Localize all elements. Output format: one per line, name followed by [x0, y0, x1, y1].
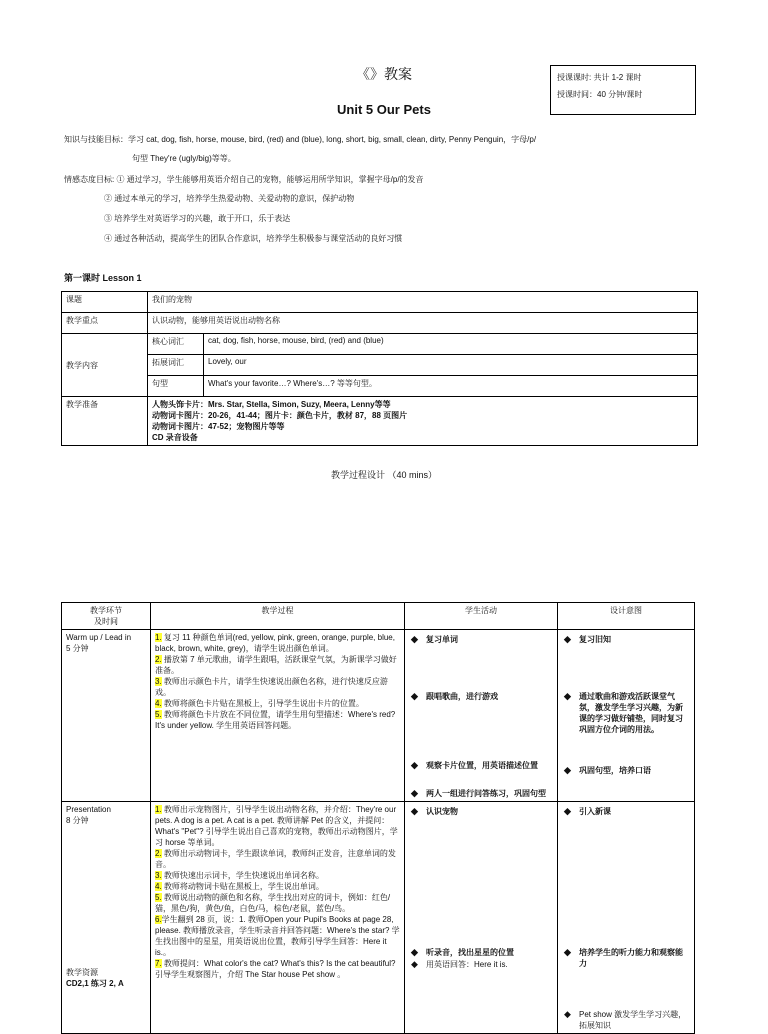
sentence-label: 句型	[148, 376, 204, 397]
content-label: 教学内容	[62, 334, 148, 397]
extra-vocab-value: Lovely, our	[204, 355, 698, 376]
student-activity: ◆ 认识宠物	[409, 806, 553, 817]
stage-name: Presentation	[66, 805, 111, 814]
warmup-teacher	[151, 630, 405, 802]
stage-header	[62, 603, 151, 630]
student-activity: ◆ 复习单词	[409, 634, 553, 645]
extra-vocab-label: 拓展词汇	[148, 355, 204, 376]
design-intent: ◆ 引入新课	[562, 806, 690, 817]
step	[155, 709, 400, 731]
table-row	[62, 292, 698, 313]
step	[155, 958, 400, 980]
materials-line: 动物词卡图片：47-52；宠物图片等等	[152, 422, 285, 431]
step-text: 教师说出动物的颜色和名称，学生找出对应的词卡，例如：红色/猫，黑色/狗，黄色/鱼，白色/马，棕色/老鼠，蓝色/鸟。	[155, 893, 391, 913]
objective-attitude-1: 情感态度目标: ① 通过学习，学生能够用英语介绍自己的宠物，能够运用所学知识，掌握字母/p/的发音	[64, 175, 424, 184]
table-row	[62, 802, 695, 1034]
table-row	[62, 630, 695, 802]
lesson-info-box	[550, 65, 696, 115]
stage-name: Warm up / Lead in	[66, 633, 132, 642]
stage-resource: CD2,1 练习 2, A	[66, 979, 124, 988]
step-text: 教师提问：What color's the cat? What's this? Is the cat beautiful? 引导学生观察图片，介绍 The Star house Pet show 。	[155, 959, 396, 979]
step-number: 1.	[155, 633, 162, 642]
step-text: 播放第 7 单元歌曲，请学生跟唱，活跃课堂气氛，为新课学习做好准备。	[155, 655, 397, 675]
topic-label: 课题	[62, 292, 148, 313]
step-number: 2.	[155, 655, 162, 664]
stage-time: 8 分钟	[66, 816, 89, 825]
step	[155, 881, 400, 892]
step	[155, 676, 400, 698]
step	[155, 870, 400, 881]
objective-knowledge: 知识与技能目标：学习 cat, dog, fish, horse, mouse, bird, (red) and (blue), long, short, big, small, clean, dirty, Penny Penguin，字母/p/	[64, 135, 537, 144]
design-intent: ◆ Pet show 激发学生学习兴趣，拓展知识	[562, 1009, 690, 1031]
table-header-row	[62, 603, 695, 630]
focus-label: 教学重点	[62, 313, 148, 334]
step-text: 教师出示颜色卡片，请学生快速说出颜色名称，进行快速反应游戏。	[155, 677, 388, 697]
student-activity: ◆ 观察卡片位置，用英语描述位置	[409, 760, 553, 771]
step	[155, 654, 400, 676]
step-text: 学生翻到 28 页，说：1. 教师Open your Pupil's Books at page 28, please. 教师播放录音，学生听录音并回答问题：Where's the star? 学生找出图中的星星，用英语说出位置，教师引导学生回答：Here it is.。	[155, 915, 400, 957]
info-periods: 授课课时: 共计 1-2 课时	[557, 73, 642, 82]
step	[155, 804, 400, 848]
materials-line: CD 录音设备	[152, 433, 198, 442]
vocab-value: cat, dog, fish, horse, mouse, bird, (red) and (blue)	[204, 334, 698, 355]
step-number: 4.	[155, 699, 162, 708]
step	[155, 914, 400, 958]
step-number: 3.	[155, 677, 162, 686]
materials-value	[148, 397, 698, 446]
step-number: 5.	[155, 710, 162, 719]
step-number: 2.	[155, 849, 162, 858]
presentation-stage	[62, 802, 151, 1034]
intent-header: 设计意图	[558, 603, 695, 630]
presentation-student	[405, 802, 558, 1034]
student-activity: ◆ 两人一组进行问答练习，巩固句型	[409, 788, 553, 799]
table-row	[62, 313, 698, 334]
warmup-student	[405, 630, 558, 802]
page-title: 《》教案	[356, 66, 412, 82]
objective-sentence: 句型 They're (ugly/big)等等。	[132, 154, 236, 163]
step	[155, 892, 400, 914]
materials-label: 教学准备	[62, 397, 148, 446]
step-text: 复习 11 种颜色单词(red, yellow, pink, green, orange, purple, blue, black, brown, white, grey)，请学生说出颜色单词。	[155, 633, 395, 653]
step-number: 3.	[155, 871, 162, 880]
step-text: 教师出示宠物图片，引导学生说出动物名称，并介绍：They're our pets. A dog is a pet. A cat is a pet. 教师讲解 Pet 的含义，并提问：What's "Pet"? 引导学生说出自己喜欢的宠物，教师出示动物图片，学习 horse 等单词。	[155, 805, 398, 847]
design-intent: ◆ 培养学生的听力能力和观察能力	[562, 947, 690, 969]
focus-value: 认识动物，能够用英语说出动物名称	[148, 313, 698, 334]
presentation-teacher	[151, 802, 405, 1034]
topic-value: 我们的宠物	[148, 292, 698, 313]
objective-attitude-3: ③ 培养学生对英语学习的兴趣，敢于开口，乐于表达	[104, 214, 291, 223]
step-number: 7.	[155, 959, 162, 968]
lesson-table	[61, 291, 698, 446]
sentence-value: What's your favorite…? Where's…? 等等句型。	[204, 376, 698, 397]
step	[155, 848, 400, 870]
step-number: 6.	[155, 915, 162, 924]
teacher-header: 教学过程	[151, 603, 405, 630]
warmup-intent	[558, 630, 695, 802]
lesson-heading: 第一课时 Lesson 1	[64, 273, 142, 283]
materials-line: 人物头饰卡片：Mrs. Star, Stella, Simon, Suzy, Meera, Lenny等等	[152, 400, 391, 409]
table-row	[62, 376, 698, 397]
design-intent: ◆ 通过歌曲和游戏活跃课堂气氛，激发学生学习兴趣，为新课的学习做好铺垫，同时复习巩固方位介词的用法。	[562, 691, 690, 735]
step	[155, 698, 400, 709]
unit-title: Unit 5 Our Pets	[337, 102, 431, 117]
table-row	[62, 355, 698, 376]
step-number: 5.	[155, 893, 162, 902]
objective-attitude-2: ② 通过本单元的学习，培养学生热爱动物、关爱动物的意识，保护动物	[104, 194, 355, 203]
step	[155, 632, 400, 654]
presentation-intent	[558, 802, 695, 1034]
objective-attitude-4: ④ 通过各种活动，提高学生的团队合作意识，培养学生积极参与课堂活动的良好习惯	[104, 234, 403, 243]
info-duration: 授课时间：40 分钟/课时	[557, 90, 643, 99]
warmup-stage	[62, 630, 151, 802]
student-activity: ◆ 跟唱歌曲，进行游戏	[409, 691, 553, 702]
step-text: 教师将颜色卡片放在不同位置，请学生用句型描述：Where's red? It's under yellow. 学生用英语回答问题。	[155, 710, 396, 730]
table-row	[62, 334, 698, 355]
student-header: 学生活动	[405, 603, 558, 630]
vocab-label: 核心词汇	[148, 334, 204, 355]
table-row	[62, 397, 698, 446]
step-text: 教师将动物词卡贴在黑板上，学生说出单词。	[161, 882, 324, 891]
step-text: 教师出示动物词卡，学生跟读单词，教师纠正发音，注意单词的发音。	[155, 849, 396, 869]
process-title: 教学过程设计 （40 mins）	[330, 470, 437, 480]
step-number: 4.	[155, 882, 162, 891]
student-activity: ◆ 听录音，找出星星的位置	[409, 947, 553, 958]
stage-header-line: 及时间	[94, 617, 118, 626]
student-activity: ◆ 用英语回答：Here it is.	[409, 959, 553, 970]
step-text: 教师快速出示词卡，学生快速说出单词名称。	[161, 871, 324, 880]
design-intent: ◆ 复习旧知	[562, 634, 690, 645]
stage-header-line: 教学环节	[90, 606, 122, 615]
step-text: 教师将颜色卡片贴在黑板上，引导学生说出卡片的位置。	[161, 699, 364, 708]
materials-line: 动物词卡图片：20-26，41-44；图片卡：颜色卡片，教材 87，88 页图片	[152, 411, 408, 420]
stage-resource-label: 教学资源	[66, 968, 98, 977]
step-number: 1.	[155, 805, 162, 814]
stage-time: 5 分钟	[66, 644, 89, 653]
design-intent: ◆ 巩固句型，培养口语	[562, 765, 690, 776]
process-table	[61, 602, 695, 1034]
